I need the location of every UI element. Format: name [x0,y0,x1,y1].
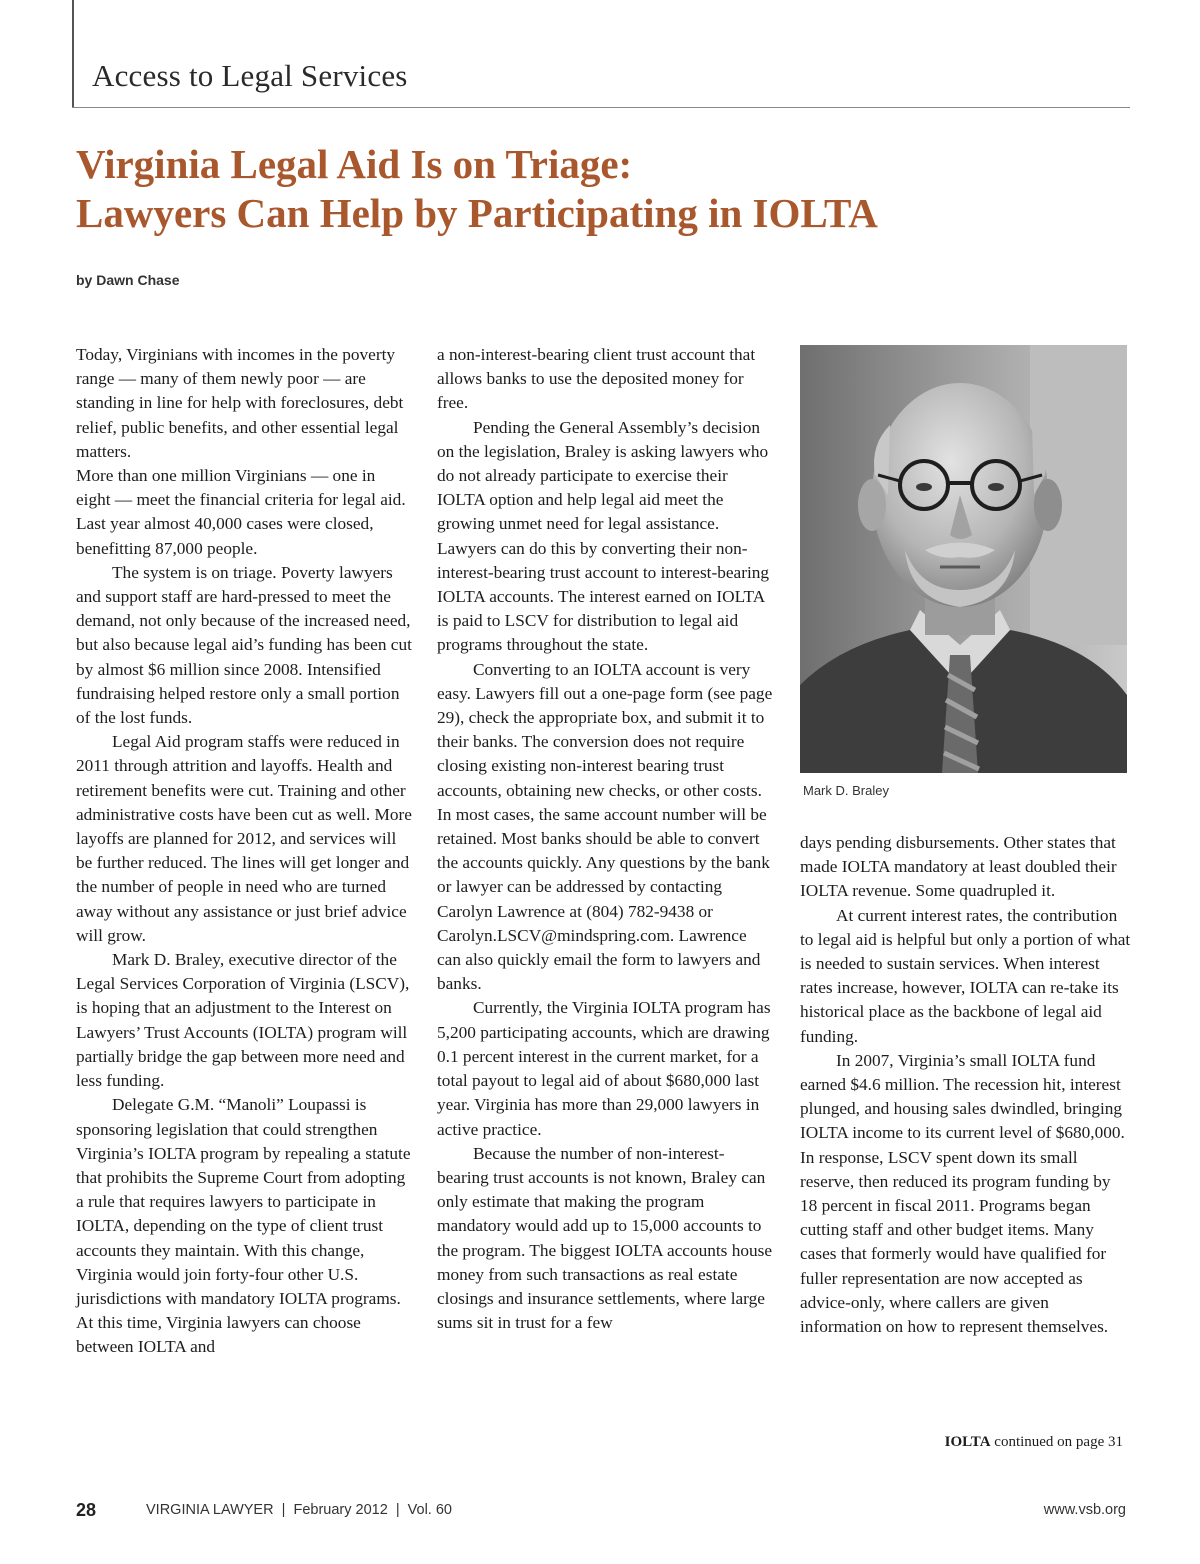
header-vertical-rule [72,0,74,108]
paragraph: More than one million Virginians — one in eight — meet the financial criteria for legal aid. Last year almost 40,000 cases were closed, benefitting 87,000 people. [76,466,406,558]
paragraph: Pending the General Assembly’s decision on the legislation, Braley is asking lawyers who do not already participate to exercise their IOLTA option and help legal aid meet the growing unmet need for legal assistance. Lawyers can do this by converting their non-interest-bearing trust account to interest-bearing IOLTA accounts. The interest earned on IOLTA is paid to LSCV for distribution to legal aid programs throughout the state. [437,417,770,655]
paragraph: Legal Aid program staffs were reduced in 2011 through attrition and layoffs. Health and retirement benefits were cut. Training and other administrative costs have been cut as well. More layoffs are planned for 2012, and services will be further reduced. The lines will get longer and the number of people in need who are turned away without any assistance or just brief advice will grow. [76,732,412,945]
footer-url: www.vsb.org [1043,1502,1126,1518]
article-column-2 [437,343,773,1335]
portrait-illustration [800,345,1127,773]
paragraph: Converting to an IOLTA account is very easy. Lawyers fill out a one-page form (see page 29), check the appropriate box, and submit it to their banks. The conversion does not require closing existing non-interest bearing trust accounts, obtaining new checks, or other costs. In most cases, the same account number will be retained. Most banks should be able to convert the accounts quickly. Any questions by the bank or lawyer can be addressed by contacting Carolyn Lawrence at (804) 782-9438 or Carolyn.LSCV@mindspring.com. Lawrence can also quickly email the form to lawyers and banks. [437,659,773,994]
footer-publication-info: VIRGINIA LAWYER | February 2012 | Vol. 60 [146,1502,452,1518]
continued-text: continued on page 31 [990,1434,1123,1450]
paragraph: Mark D. Braley, executive director of the Legal Services Corporation of Virginia (LSCV), is hoping that an adjustment to the Interest on Lawyers’ Trust Accounts (IOLTA) program will partially bridge the gap between more need and less funding. [76,950,410,1091]
paragraph: Because the number of non-interest-bearing trust accounts is not known, Braley can only estimate that making the program mandatory would add up to 15,000 accounts to the program. The biggest IOLTA accounts house money from such transactions as real estate closings and insurance settlements, where large sums sit in trust for a few [437,1143,773,1333]
headline-line-1: Virginia Legal Aid Is on Triage: [76,141,633,187]
paragraph: Today, Virginians with incomes in the poverty range — many of them newly poor — are standing in line for help with foreclosures, debt relief, public benefits, and other essential legal matters. [76,345,404,461]
article-headline [76,140,1136,238]
continued-keyword: IOLTA [944,1434,991,1450]
portrait-photo [800,345,1127,773]
section-title: Access to Legal Services [92,58,408,93]
paragraph: The system is on triage. Poverty lawyers and support staff are hard-pressed to meet the demand, not only because of the increased need, but also because legal aid’s funding has been cut by almost $6 million since 2008. Intensified fundraising helped restore only a small portion of the lost funds. [76,562,412,728]
photo-caption: Mark D. Braley [803,783,889,798]
page-number: 28 [76,1500,97,1520]
paragraph: Delegate G.M. “Manoli” Loupassi is sponsoring legislation that could strengthen Virginia’s IOLTA program by repealing a statute that prohibits the Supreme Court from adopting a rule that requires lawyers to participate in IOLTA, depending on the type of client trust accounts they maintain. With this change, Virginia would join forty-four other U.S. jurisdictions with mandatory IOLTA programs. At this time, Virginia lawyers can choose between IOLTA and [76,1095,411,1357]
continued-note [920,1434,1123,1451]
paragraph: Currently, the Virginia IOLTA program has 5,200 participating accounts, which are drawing 0.1 percent interest in the current market, for a total payout to legal aid of about $680,000 last year. Virginia has more than 29,000 lawyers in active practice. [437,998,771,1139]
paragraph: a non-interest-bearing client trust account that allows banks to use the deposited money for free. [437,345,756,413]
paragraph: days pending disbursements. Other states that made IOLTA mandatory at least doubled their IOLTA revenue. Some quadrupled it. [800,833,1117,901]
article-column-1 [76,343,412,1360]
byline: by Dawn Chase [76,272,180,288]
header-horizontal-rule [72,107,1130,108]
article-column-3 [800,831,1132,1339]
paragraph: At current interest rates, the contribution to legal aid is helpful but only a portion of what is needed to sustain services. When interest rates increase, however, IOLTA can re-take its historical place as the backbone of legal aid funding. [800,905,1131,1046]
paragraph: In 2007, Virginia’s small IOLTA fund earned $4.6 million. The recession hit, interest plunged, and housing sales dwindled, bringing IOLTA income to its current level of $680,000. In response, LSCV spent down its small reserve, then reduced its program funding by 18 percent in fiscal 2011. Programs began cutting staff and other budget items. Many cases that formerly would have qualified for fuller representation are now accepted as advice-only, where callers are given information on how to represent themselves. [800,1050,1125,1337]
headline-line-2: Lawyers Can Help by Participating in IOLTA [76,190,878,236]
